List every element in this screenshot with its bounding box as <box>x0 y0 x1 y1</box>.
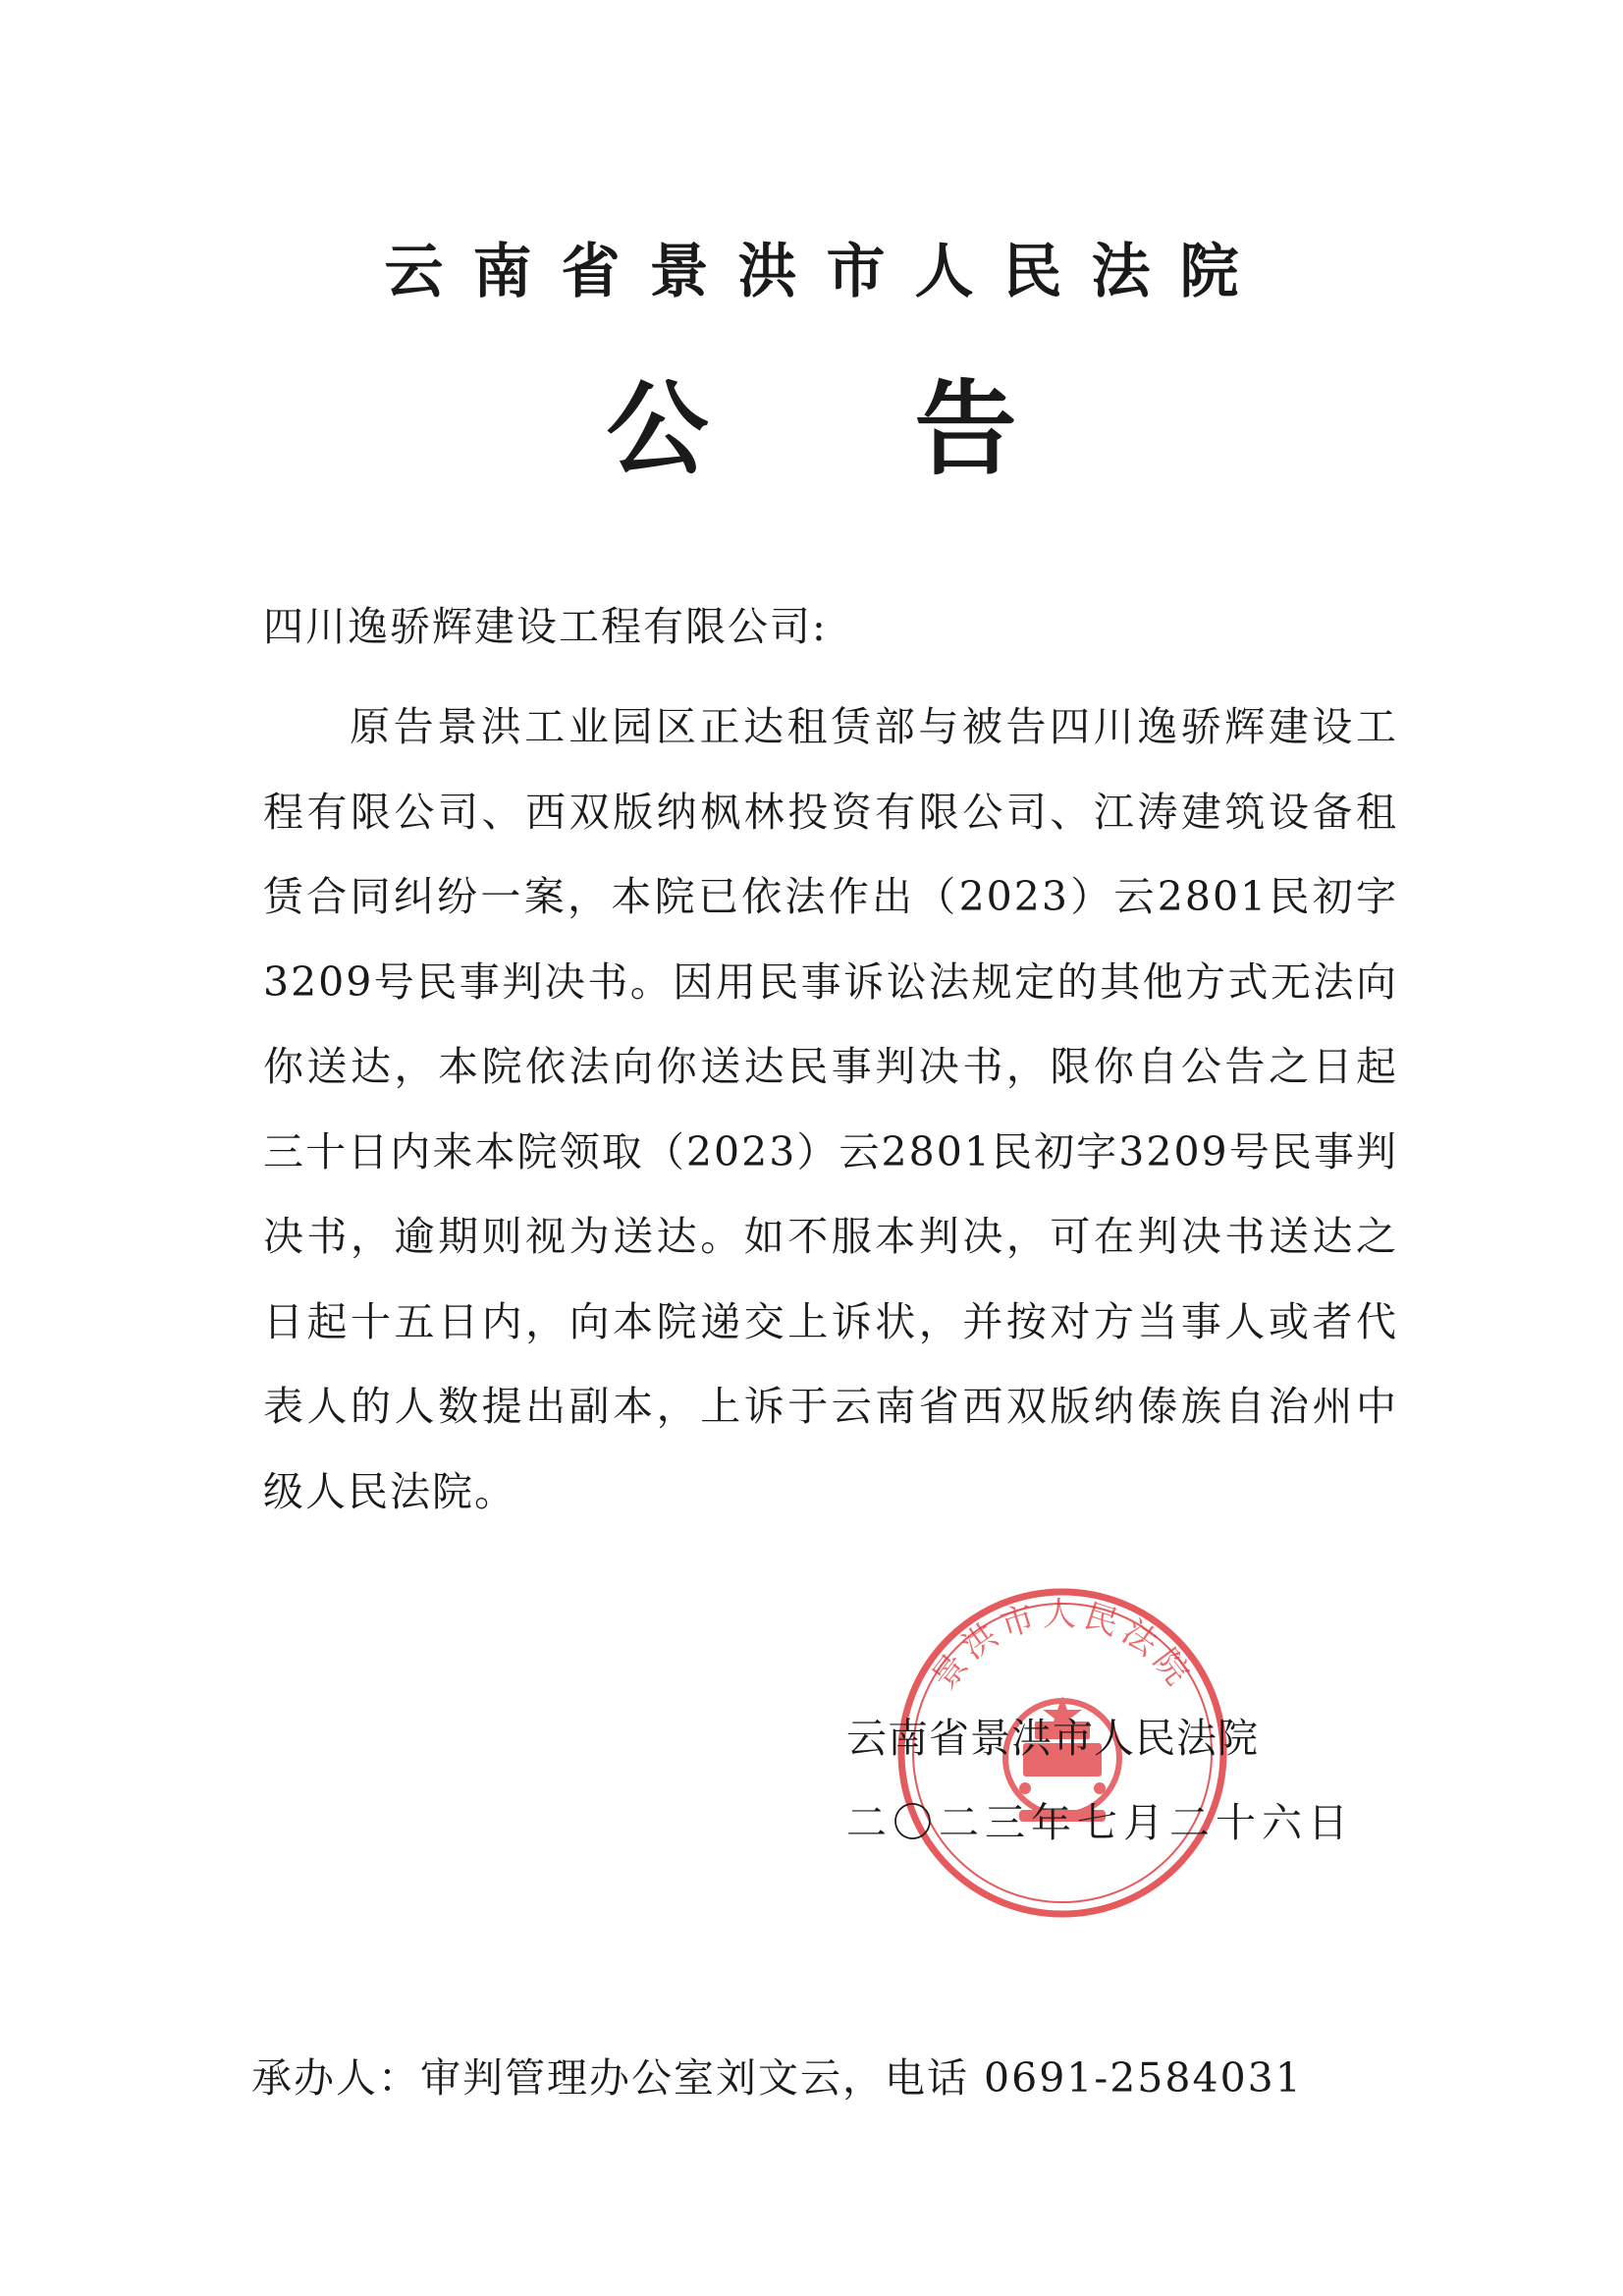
seal-text: 景洪市人民法院 <box>924 1595 1201 1697</box>
addressee: 四川逸骄辉建设工程有限公司: <box>263 603 828 650</box>
document-type-heading: 公告 <box>606 369 1223 489</box>
signature-court: 云南省景洪市人民法院 <box>846 1715 1259 1762</box>
court-name-heading: 云南省景洪市人民法院 <box>384 238 1269 306</box>
notice-body: 原告景洪工业园区正达租赁部与被告四川逸骄辉建设工程有限公司、西双版纳枫林投资有限公司、江涛建筑设备租赁合同纠纷一案，本院已依法作出（2023）云2801民初字3209号民事判决书。因用民事诉讼法规定的其他方式无法向你送达，本院依法向你送达民事判决书，限你自公告之日起三十日内来本院领取（2023）云2801民初字3209号民事判决书，逾期则视为送达。如不服本判决，可在判决书送达之日起十五日内，向本院递交上诉状，并按对方当事人或者代表人的人数提出副本，上诉于云南省西双版纳傣族自治州中级人民法院。 <box>263 703 1398 1515</box>
signature-date: 二〇二三年七月二十六日 <box>846 1799 1354 1846</box>
svg-text:景洪市人民法院 <box>925 1595 1201 1697</box>
contact-info: 承办人：审判管理办公室刘文云，电话 0691-2584031 <box>251 2054 1303 2102</box>
